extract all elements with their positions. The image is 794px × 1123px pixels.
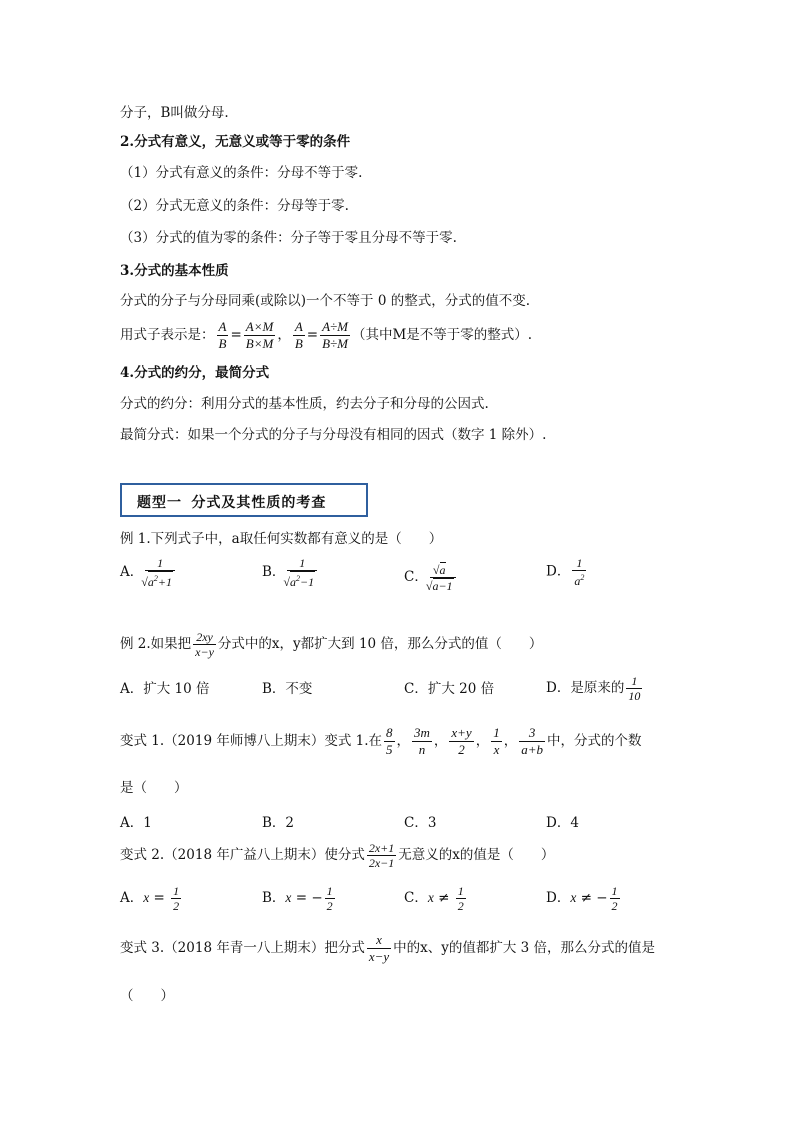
fraction-divide: $\frac{A\div M}{B\div M}$ [322,319,348,351]
variant-1-option-c: C．3 [404,815,437,831]
variant-2-option-d: D．x ≠ − $\frac{1}{2}$ [546,884,618,913]
example-1-option-d: D． $\frac{1}{a^2}$ [546,556,585,588]
example-2-option-b: B．不变 [262,681,313,697]
variant-1-stem-line-2: 是（ ） [120,780,188,796]
section-4-text-2: 最简分式：如果一个分式的分子与分母没有相同的因式（数字 1 除外）. [120,427,547,443]
example-2-option-c: C．扩大 20 倍 [404,681,495,697]
intro-text: 分子，B叫做分母. [120,105,229,121]
variant-1-option-d: D．4 [546,815,579,831]
formula-suffix: （其中M是不等于零的整式）. [351,327,533,343]
variant-1-option-b: B．2 [262,815,295,831]
fraction-2xy: $\frac{2xy}{x-y}$ [195,630,214,659]
example-2-option-d: D．是原来的 $\frac{1}{10}$ [546,674,641,703]
fraction-a-over-b-2: $\frac{A}{B}$ [294,319,303,351]
section-3-title: 3.分式的基本性质 [120,263,229,279]
formula-prefix: 用式子表示是： [120,327,215,343]
section-3-text: 分式的分子与分母同乘(或除以)一个不等于 0 的整式，分式的值不变. [120,293,530,309]
condition-1: （1）分式有意义的条件：分母不等于零. [120,165,363,181]
variant-1-stem: 变式 1.（2019 年师博八上期末）变式 1.在 $\frac{8}{5}$ ， $\frac{3m}{n}$ ， $\frac{x+y}{2}$ ， $\frac{1}{x}$ ， $\frac{3}{a+b}$ 中，分式的个数 [120,725,642,757]
section-4-title: 4.分式的约分，最简分式 [120,365,270,381]
variant-2-stem: 变式 2.（2018 年广益八上期末）使分式 $\frac{2x+1}{2x-1}$ 无意义的x的值是（ ） [120,841,555,870]
fraction-multiply: $\frac{A\times M}{B\times M}$ [245,319,274,351]
variant-2-option-a: A．x = $\frac{1}{2}$ [120,884,180,913]
section-2-title: 2.分式有意义，无意义或等于零的条件 [120,134,351,150]
example-1-option-c: C． √ a √ a−1 [404,562,458,593]
example-2-stem: 例 2.如果把 $\frac{2xy}{x-y}$ 分式中的x，y都扩大到 10 倍，那么分式的值（ ） [120,630,543,659]
example-1-option-b: B． 1 √ $a^2-1$ [262,556,319,589]
condition-3: （3）分式的值为零的条件：分子等于零且分母不等于零. [120,230,457,246]
section-4-text-1: 分式的约分：利用分式的基本性质，约去分子和分母的公因式. [120,396,489,412]
example-2-option-a: A．扩大 10 倍 [120,681,210,697]
example-1-stem: 例 1.下列式子中，a取任何实数都有意义的是（ ） [120,531,443,547]
example-1-option-a: A． 1 √ $a^2+1$ [120,556,177,589]
section-3-formula: 用式子表示是： $\frac{A}{B}$ = $\frac{A\times M}{B\times M}$ ， $\frac{A}{B}$ = $\frac{A\div M}{B\div M}$ （其中M是不等于零的整式）. [120,319,533,351]
fraction-a-over-b: $\frac{A}{B}$ [218,319,227,351]
variant-2-option-b: B．x = − $\frac{1}{2}$ [262,884,333,913]
topic-box [120,483,368,517]
variant-3-stem: 变式 3.（2018 年青一八上期末）把分式 $\frac{x}{x-y}$ 中的x、y的值都扩大 3 倍，那么分式的值是 [120,932,656,964]
variant-1-option-a: A．1 [120,815,152,831]
condition-2: （2）分式无意义的条件：分母等于零. [120,198,349,214]
variant-2-option-c: C．x ≠ $\frac{1}{2}$ [404,884,464,913]
variant-3-stem-line-2: （ ） [120,988,174,1004]
topic-title: 题型一 分式及其性质的考查 [137,495,327,511]
